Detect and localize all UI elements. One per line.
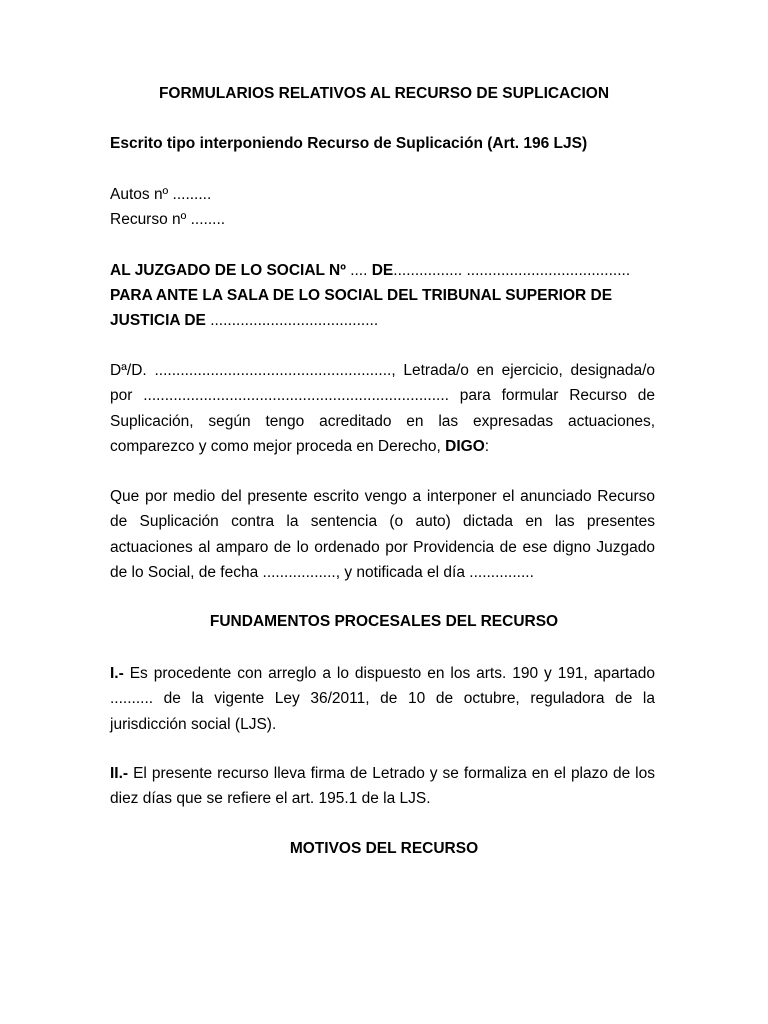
document-subtitle: Escrito tipo interponiendo Recurso de Suplicación (Art. 196 LJS) [110, 135, 588, 152]
fundamento-2 [110, 761, 655, 812]
intro-colon: : [484, 437, 490, 455]
paragraph-interposicion: Que por medio del presente escrito vengo a interponer el anunciado Recurso de Suplicación contra la sentencia (o auto) dictada en las presentes actuaciones al amparo de lo ordenado por Providencia de ese digno Juzgado de lo Social, de fecha ................., y notificada el día ............... [110, 488, 655, 581]
fundamento-1-text: Es procedente con arreglo a lo dispuesto en los arts. 190 y 191, apartado .......... de la vigente Ley 36/2011, de 10 de octubre, reguladora de la jurisdicción social (LJS). [110, 665, 655, 733]
fundamento-2-number: II.- [110, 765, 129, 782]
address-justicia [110, 311, 655, 331]
juzgado-label: AL JUZGADO DE LO SOCIAL Nº [110, 262, 346, 279]
heading-fundamentos: FUNDAMENTOS PROCESALES DEL RECURSO [209, 613, 559, 630]
address-juzgado [110, 261, 655, 281]
justicia-label: JUSTICIA DE [110, 312, 206, 329]
address-sala: PARA ANTE LA SALA DE LO SOCIAL DEL TRIBUNAL SUPERIOR DE [110, 287, 613, 304]
fundamento-2-text: El presente recurso lleva firma de Letrado y se formaliza en el plazo de los diez días que se refiere el art. 195.1 de la LJS. [110, 765, 655, 808]
juzgado-number-blank: .... [345, 262, 372, 279]
intro-text: Dª/D. ......................................................., Letrada/o en ejercicio, designada/o por ....................................................................... para formular Recurso de Suplicación, según tengo acreditado en las expresadas actuaciones, comparezco y como mejor proceda en Derecho, [110, 362, 655, 455]
fundamento-1 [110, 661, 655, 737]
recurso-number: Recurso nº ........ [110, 211, 226, 228]
document-title: FORMULARIOS RELATIVOS AL RECURSO DE SUPLICACION [158, 85, 610, 102]
intro-paragraph [110, 358, 655, 459]
juzgado-de-label: DE [371, 262, 394, 279]
autos-number: Autos nº ......... [110, 186, 212, 203]
fundamento-1-number: I.- [110, 665, 124, 682]
digo-word: DIGO [445, 437, 485, 455]
juzgado-place-blank: ................ ...................................... [393, 262, 631, 279]
justicia-blank: ....................................... [205, 312, 379, 329]
heading-motivos: MOTIVOS DEL RECURSO [289, 840, 479, 857]
